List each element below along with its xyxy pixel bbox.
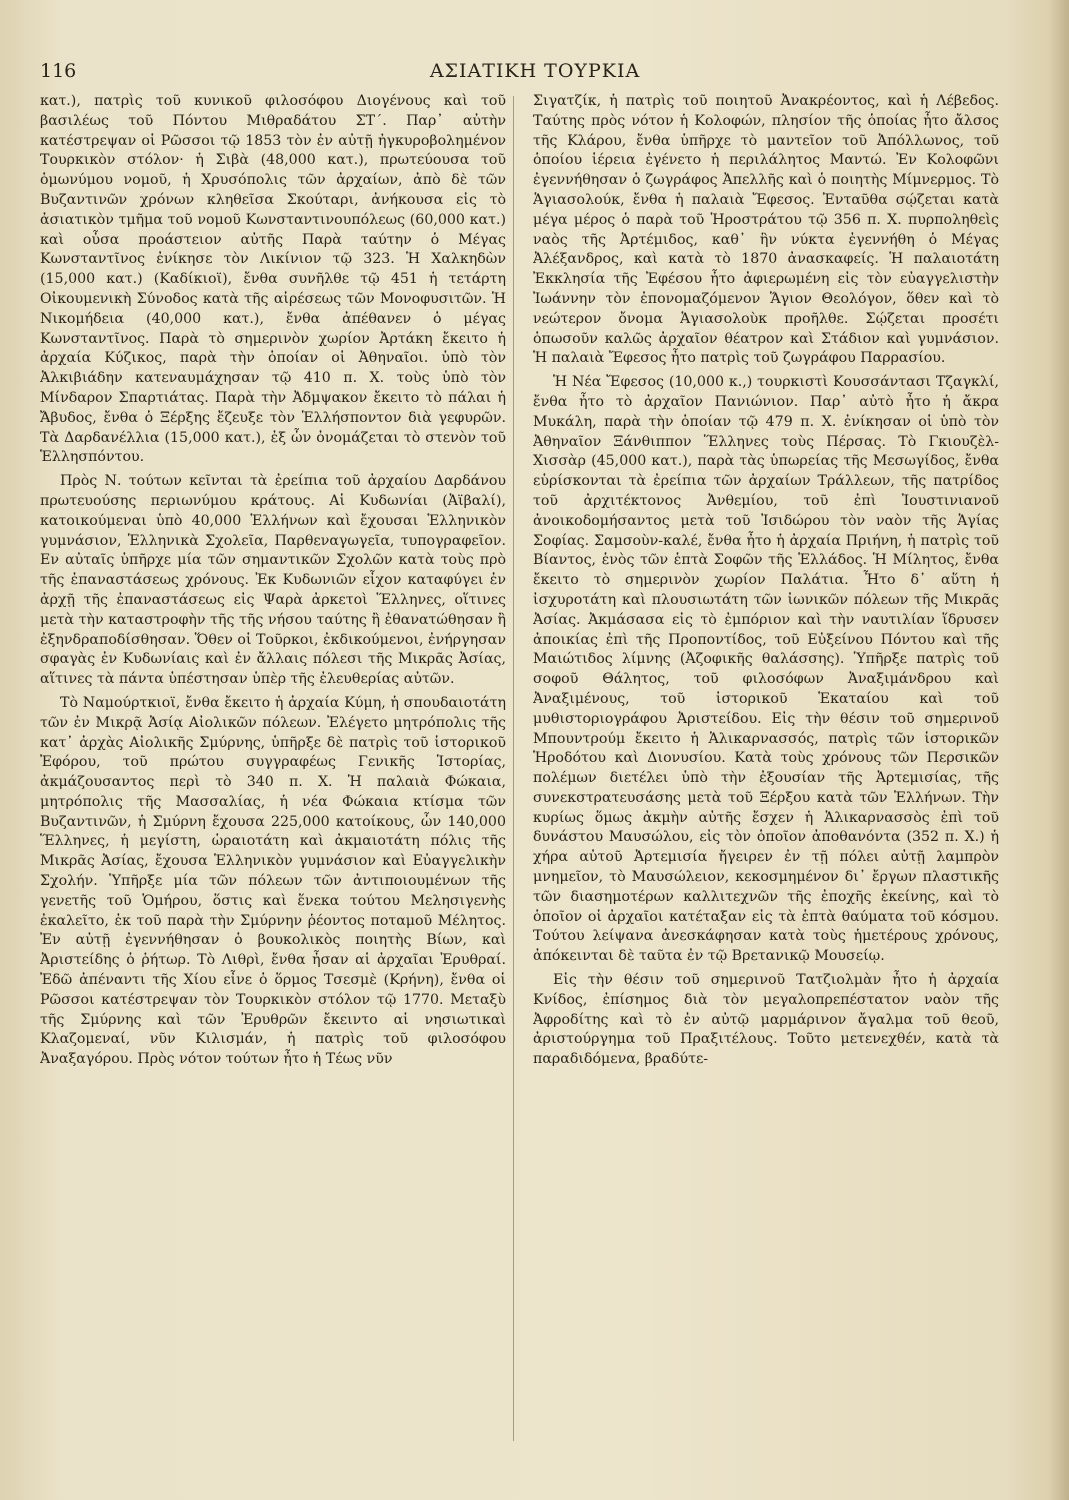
page-number: 116 <box>40 60 77 82</box>
right-column <box>533 92 999 1462</box>
paragraph: Ἡ Νέα Ἔφεσος (10,000 κ.,) τουρκιστὶ Κουσσάντασι Τζαγκλί, ἔνθα ἦτο τὸ ἀρχαῖον Πανιώνιον. Παρ᾿ αὐτὸ ἦτο ἡ ἄκρα Μυκάλη, παρὰ τὴν ὁποίαν τῷ 479 π. Χ. ἐνίκησαν οἱ ὑπὸ τὸν Ἀθηναῖον Ξάνθιππον Ἕλληνες τοὺς Πέρσας. Τὸ Γκιουζὲλ-Χισσὰρ (45,000 κατ.), παρὰ τὰς ὑπωρείας τῆς Μεσωγίδος, ἔνθα εὑρίσκονται τὰ ἐρείπια τῶν ἀρχαίων Τράλλεων, τῆς πατρίδος τοῦ ἀρχιτέκτονος Ἀνθεμίου, τοῦ ἐπὶ Ἰουστινιανοῦ ἀνοικοδομήσαντος μετὰ τοῦ Ἰσιδώρου τὸν ναὸν τῆς Ἁγίας Σοφίας. Σαμσοὺν-καλέ, ἔνθα ἦτο ἡ ἀρχαία Πριήνη, ἡ πατρὶς τοῦ Βίαντος, ἑνὸς τῶν ἑπτὰ Σοφῶν τῆς Ἑλλάδος. Ἡ Μίλητος, ἔνθα ἔκειτο τὸ σημερινὸν χωρίον Παλάτια. Ἦτο δ᾿ αὕτη ἡ ἰσχυροτάτη καὶ πλουσιωτάτη τῶν ἰωνικῶν πόλεων τῆς Μικρᾶς Ἀσίας. Ἀκμάσασα εἰς τὸ ἐμπόριον καὶ τὴν ναυτιλίαν ἵδρυσεν ἀποικίας ἐπὶ τῆς Προποντίδος, τοῦ Εὐξείνου Πόντου καὶ τῆς Μαιώτιδος λίμνης (Ἀζοφικῆς θαλάσσης). Ὑπῆρξε πατρὶς τοῦ σοφοῦ Θάλητος, τοῦ φιλοσόφων Ἀναξιμάνδρου καὶ Ἀναξιμένους, τοῦ ἱστορικοῦ Ἑκαταίου καὶ τοῦ μυθιστοριογράφου Ἀριστείδου. Εἰς τὴν θέσιν τοῦ σημερινοῦ Μπουντρούμ ἔκειτο ἡ Ἁλικαρνασσός, πατρὶς τῶν ἱστορικῶν Ἡροδότου καὶ Διονυσίου. Κατὰ τοὺς χρόνους τῶν Περσικῶν πολέμων διετέλει ὑπὸ τὴν ἐξουσίαν τῆς Ἀρτεμισίας, τῆς συνεκστρατευσάσης μετὰ τοῦ Ξέρξου κατὰ τῶν Ἑλλήνων. Τὴν κυρίως ὅμως ἀκμὴν αὐτῆς ἔσχεν ἡ Ἁλικαρνασσὸς ἐπὶ τοῦ δυνάστου Μαυσώλου, εἰς τὸν ὁποῖον ἀποθανόντα (352 π. Χ.) ἡ χήρα αὐτοῦ Ἀρτεμισία ἤγειρεν ἐν τῇ πόλει αὐτῇ λαμπρὸν μνημεῖον, τὸ Μαυσώλειον, κεκοσμημένον δι᾿ ἔργων πλαστικῆς τῶν διασημοτέρων καλλιτεχνῶν τῆς ἐποχῆς ἐκείνης, καὶ τὸ ὁποῖον οἱ ἀρχαῖοι κατέταξαν εἰς τὰ ἑπτὰ θαύματα τοῦ κόσμου. Τούτου λείψανα ἀνεσκάφησαν κατὰ τοὺς ἡμετέρους χρόνους, ἀπόκεινται δὲ ταῦτα ἐν τῷ Βρετανικῷ Μουσείῳ. <box>533 374 999 965</box>
paragraph: Τὸ Ναμούρτκιοϊ, ἔνθα ἔκειτο ἡ ἀρχαία Κύμη, ἡ σπουδαιοτάτη τῶν ἐν Μικρᾷ Ἀσίᾳ Αἰολικῶν πόλεων. Ἐλέγετο μητρόπολις τῆς κατ᾿ ἀρχὰς Αἰολικῆς Σμύρνης, ὑπῆρξε δὲ πατρὶς τοῦ ἱστορικοῦ Ἐφόρου, τοῦ πρώτου συγγραφέως Γενικῆς Ἱστορίας, ἀκμάζουσαντος περὶ τὸ 340 π. Χ. Ἡ παλαιὰ Φώκαια, μητρόπολις τῆς Μασσαλίας, ἡ νέα Φώκαια κτίσμα τῶν Βυζαντινῶν, ἡ Σμύρνη ἔχουσα 225,000 κατοίκους, ὧν 140,000 Ἕλληνες, ἡ μεγίστη, ὡραιοτάτη καὶ ἀκμαιοτάτη πόλις τῆς Μικρᾶς Ἀσίας, ἔχουσα Ἑλληνικὸν γυμνάσιον καὶ Εὐαγγελικὴν Σχολήν. Ὑπῆρξε μία τῶν πόλεων τῶν ἀντιποιουμένων τῆς γενετῆς τοῦ Ὁμήρου, ὅστις καὶ ἕνεκα τούτου Μελησιγενὴς ἐκαλεῖτο, ἐκ τοῦ παρὰ τὴν Σμύρνην ῥέοντος ποταμοῦ Μέλητος. Ἐν αὐτῇ ἐγεννήθησαν ὁ βουκολικὸς ποιητὴς Βίων, καὶ Ἀριστείδης ὁ ῥήτωρ. Τὸ Λιθρὶ, ἔνθα ἦσαν αἱ ἀρχαῖαι Ἐρυθραί. Ἐδῶ ἀπέναντι τῆς Χίου εἶνε ὁ ὅρμος Τσεσμὲ (Κρήνη), ἔνθα οἱ Ρῶσσοι κατέστρεψαν τὸν Τουρκικὸν στόλον τῷ 1770. Μεταξὺ τῆς Σμύρνης καὶ τῶν Ἐρυθρῶν ἔκειντο αἱ νησιωτικαὶ Κλαζομεναί, νῦν Κιλισμάν, ἡ πατρὶς τοῦ φιλοσόφου Ἀναξαγόρου. Πρὸς νότον τούτων ἦτο ἡ Τέως νῦν <box>40 694 506 1068</box>
running-title: ΑΣΙΑΤΙΚΗ ΤΟΥΡΚΙΑ <box>429 60 641 82</box>
paragraph: Πρὸς Ν. τούτων κεῖνται τὰ ἐρείπια τοῦ ἀρχαίου Δαρδάνου πρωτευούσης περιωνύμου κράτους. Αἱ Κυδωνίαι (Ἀϊβαλί), κατοικούμεναι ὑπὸ 40,000 Ἑλλήνων καὶ ἔχουσαι Ἑλληνικὸν γυμνάσιον, Ἑλληνικὰ Σχολεῖα, Παρθεναγωγεῖα, τυπογραφεῖον. Εν αὐταῖς ὑπῆρχε μία τῶν σημαντικῶν Σχολῶν κατὰ τοὺς πρὸ τῆς ἐπαναστάσεως χρόνους. Ἐκ Κυδωνιῶν εἶχον καταφύγει ἐν ἀρχῇ τῆς ἐπαναστάσεως εἰς Ψαρὰ ἀρκετοὶ Ἕλληνες, οἵτινες μετὰ τὴν καταστροφὴν τῆς τῆς νήσου ταύτης ἢ ἐθανατώθησαν ἢ ἐξηνδραποδίσθησαν. Ὅθεν οἱ Τοῦρκοι, ἐκδικούμενοι, ἐνήργησαν σφαγὰς ἐν Κυδωνίαις καὶ ἐν ἄλλαις πόλεσι τῆς Μικρᾶς Ἀσίας, αἵτινες τὰ πάντα ὑπέστησαν ὑπὲρ τῆς ἐλευθερίας αὐτῶν. <box>40 473 506 688</box>
page-edge-shadow <box>1049 0 1069 1500</box>
paragraph: κατ.), πατρὶς τοῦ κυνικοῦ φιλοσόφου Διογένους καὶ τοῦ βασιλέως τοῦ Πόντου Μιθραδάτου ΣΤ΄. Παρ᾿ αὐτὴν κατέστρεψαν οἱ Ρῶσσοι τῷ 1853 τὸν ἐν αὐτῇ ἠγκυροβολημένον Τουρκικὸν στόλον· ἡ Σιβὰ (48,000 κατ.), πρωτεύουσα τοῦ ὁμωνύμου νομοῦ, ἡ Χρυσόπολις τῶν ἀρχαίων, ἀπὸ δὲ τῶν Βυζαντινῶν χρόνων κληθεῖσα Σκούταρι, ἀνήκουσα εἰς τὸ ἀσιατικὸν τμῆμα τοῦ νομοῦ Κωνσταντινουπόλεως (60,000 κατ.) καὶ οὖσα προάστειον αὐτῆς Παρὰ ταύτην ὁ Μέγας Κωνσταντῖνος ἐνίκησε τὸν Λικίνιον τῷ 323. Ἡ Χαλκηδὼν (15,000 κατ.) (Καδίκιοϊ), ἔνθα συνῆλθε τῷ 451 ἡ τετάρτη Οἰκουμενικὴ Σύνοδος κατὰ τῆς αἱρέσεως τῶν Μονοφυσιτῶν. Ἡ Νικομήδεια (40,000 κατ.), ἔνθα ἀπέθανεν ὁ μέγας Κωνσταντῖνος. Παρὰ τὸ σημερινὸν χωρίον Ἀρτάκη ἔκειτο ἡ ἀρχαία Κύζικος, παρὰ τὴν ὁποίαν οἱ Ἀθηναῖοι. ὑπὸ τὸν Ἀλκιβιάδην κατεναυμάχησαν τῷ 410 π. Χ. τοὺς ὑπὸ τὸν Μίνδαρον Σπαρτιάτας. Παρὰ τὴν Ἀδμψακον ἔκειτο τὸ πάλαι ἡ Ἄβυδος, ἔνθα ὁ Ξέρξης ἔζευξε τὸν Ἑλλήσποντον διὰ γεφυρῶν. Τὰ Δαρδανέλλια (15,000 κατ.), ἐξ ὧν ὀνομάζεται τὸ στενὸν τοῦ Ἑλλησπόντου. <box>40 93 506 466</box>
page-header <box>40 60 1030 90</box>
paragraph: Εἰς τὴν θέσιν τοῦ σημερινοῦ Τατζιολμὰν ἦτο ἡ ἀρχαία Κνίδος, ἐπίσημος διὰ τὸν μεγαλοπρεπέστατον ναὸν τῆς Ἀφροδίτης καὶ τὸ ἐν αὐτῷ μαρμάρινον ἄγαλμα τοῦ θεοῦ, ἀριστούργημα τοῦ Πραξιτέλους. Τοῦτο μετενεχθέν, κατὰ τὰ παραδιδόμενα, βραδύτε- <box>533 972 999 1068</box>
left-column <box>40 92 506 1462</box>
column-divider <box>513 96 514 1441</box>
paragraph: Σιγατζίκ, ἡ πατρὶς τοῦ ποιητοῦ Ἀνακρέοντος, καὶ ἡ Λέβεδος. Ταύτης πρὸς νότον ἡ Κολοφών, πλησίον τῆς ὁποίας ἦτο ἄλσος τῆς Κλάρου, ἔνθα ὑπῆρχε τὸ μαντεῖον τοῦ Ἀπόλλωνος, τοῦ ὁποίου ἱέρεια ἐγένετο ἡ περιλάλητος Μαντώ. Ἐν Κολοφῶνι ἐγεννήθησαν ὁ ζωγράφος Ἀπελλῆς καὶ ὁ ποιητὴς Μίμνερμος. Τὸ Ἁγιασολούκ, ἔνθα ἡ παλαιὰ Ἔφεσος. Ἐνταῦθα σῴζεται κατὰ μέγα μέρος ὁ παρὰ τοῦ Ἡροστράτου τῷ 356 π. Χ. πυρποληθεὶς ναὸς τῆς Ἀρτέμιδος, καθ᾿ ἣν νύκτα ἐγεννήθη ὁ Μέγας Ἀλέξανδρος, καὶ κατὰ τὸ 1870 ἀνασκαφείς. Ἡ παλαιοτάτη Ἐκκλησία τῆς Ἐφέσου ἦτο ἀφιερωμένη εἰς τὸν εὐαγγελιστὴν Ἰωάννην τὸν ἐπονομαζόμενον Ἅγιον Θεολόγον, ὅθεν καὶ τὸ νεώτερον ὄνομα Ἁγιασολοὺκ προῆλθε. Σῴζεται προσέτι ὁπωσοῦν καλῶς ἀρχαῖον θέατρον καὶ Στάδιον καὶ γυμνάσιον. Ἡ παλαιὰ Ἔφεσος ἦτο πατρὶς τοῦ ζωγράφου Παρρασίου. <box>533 93 999 367</box>
